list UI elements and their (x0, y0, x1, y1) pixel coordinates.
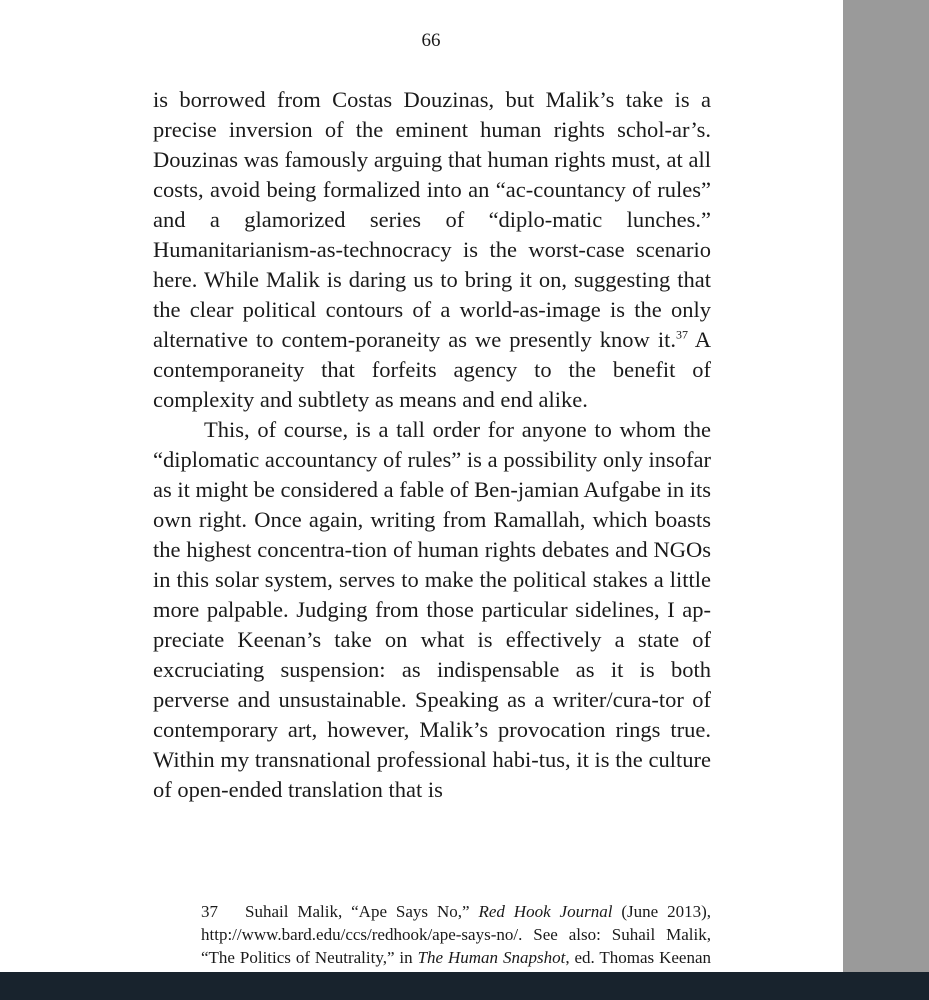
viewer-bottom-bar (0, 972, 929, 1000)
viewer-gutter (843, 0, 929, 972)
body-text (153, 85, 711, 805)
paragraph-1-continuation: A contemporaneity that forfeits agency to the benefit of complexity and subtlety as means and end alike. (153, 327, 711, 412)
footnote-text-3: , ed. Thomas Keenan (565, 948, 711, 967)
footnote-book-title: The Human Snapshot (417, 948, 566, 967)
footnote-text-2: (June 2013), http://www.bard.edu/ccs/redhook/ape-says-no/. See also: Suhail Malik, “The Politics of Neutrality,” in (201, 902, 712, 967)
footnote-journal-title: Red Hook Journal (478, 902, 613, 921)
paragraph-2: This, of course, is a tall order for anyone to whom the “diplomatic accountancy of rules” is a possibility only insofar as it might be considered a fable of Ben-jamian Aufgabe in its own right. Once again, writing from Ramallah, which boasts the highest concentra-tion of human rights debates and NGOs in this solar system, serves to make the political stakes a little more palpable. Judging from those particular sidelines, I ap-preciate Keenan’s take on what is effectively a state of excruciating suspension: as indispensable as it is both perverse and unsustainable. Speaking as a writer/cura-tor of contemporary art, however, Malik’s provocation rings true. Within my transnational professional habi-tus, it is the culture of open-ended translation that is (153, 417, 711, 802)
paragraph-1-text: is borrowed from Costas Douzinas, but Malik’s take is a precise inversion of the eminent human rights schol-ar’s. Douzinas was famously arguing that human rights must, at all costs, avoid being formalized into an “ac-countancy of rules” and a glamorized series of “diplo-matic lunches.” Humanitarianism-as-technocracy is the worst-case scenario here. While Malik is daring us to bring it on, suggesting that the clear political contours of a world-as-image is the only alternative to contem-poraneity as we presently know it. (153, 87, 711, 352)
page-number: 66 (421, 30, 441, 51)
footnote-number: 37 (201, 902, 218, 921)
footnote-reference-37[interactable]: 37 (675, 327, 688, 342)
paragraph-1 (153, 85, 711, 415)
footnote-text-1: Suhail Malik, “Ape Says No,” (245, 902, 479, 921)
